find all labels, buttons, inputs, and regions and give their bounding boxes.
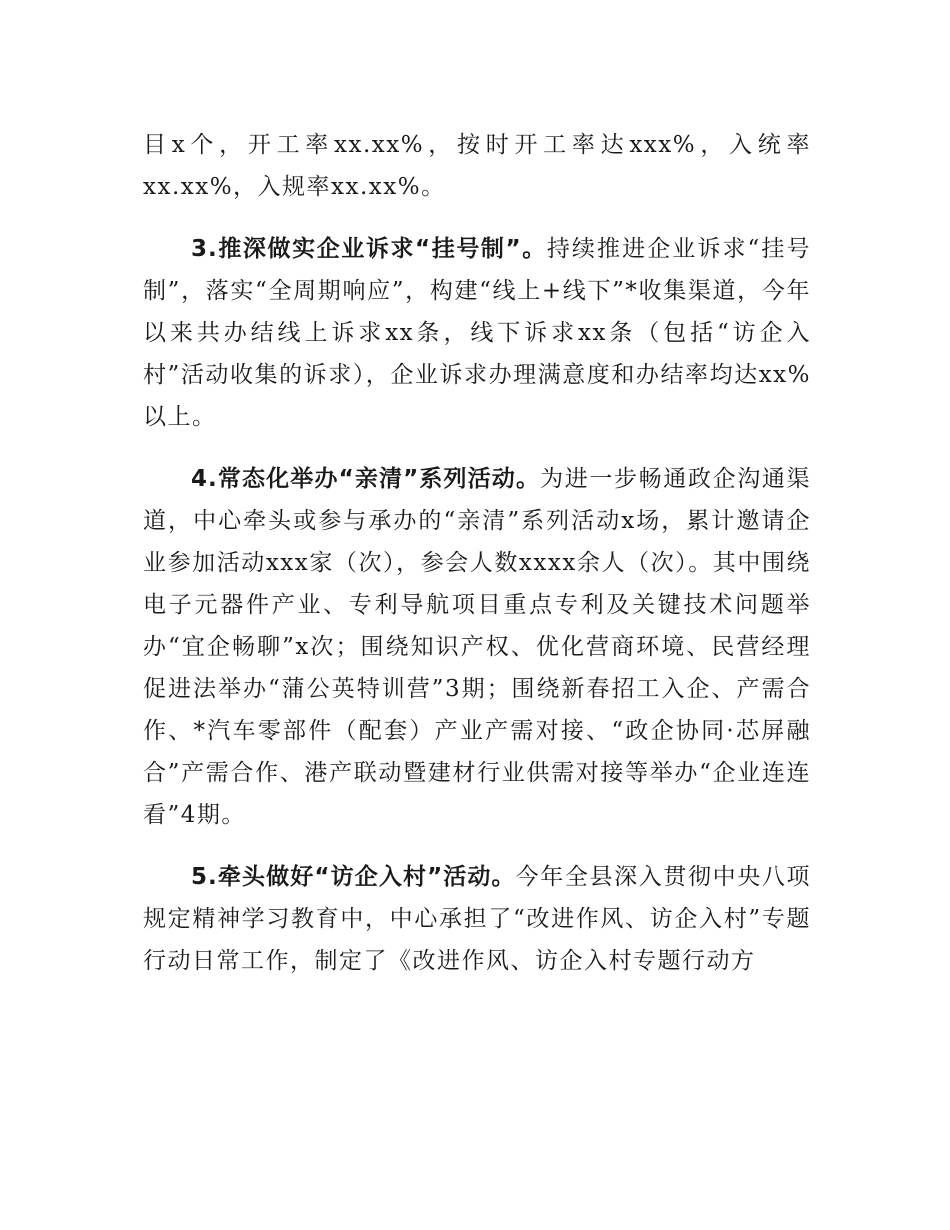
paragraph-text: 今年全县深入贯彻中央八项规定精神学习教育中，中心承担了“改进作风、访企入村”专题行动日常工作，制定了《改进作风、访企入村专题行动方 [143,864,811,974]
paragraph-text: 为进一步畅通政企沟通渠道，中心牵头或参与承办的“亲清”系列活动x场，累计邀请企业参加活动xxx家（次），参会人数xxxx余人（次）。其中围绕电子元器件产业、专利导航项目重点专利及关键技术问题举办“宜企畅聊”x次；围绕知识产权、优化营商环境、民营经理促进法举办“蒲公英特训营”3期；围绕新春招工入企、产需合作、*汽车零部件（配套）产业产需对接、“政企协同·芯屏融合”产需合作、港产联动暨建材行业供需对接等举办“企业连连看”4期。 [143,466,811,828]
section-heading: 3.推深做实企业诉求“挂号制”。 [191,236,547,262]
section-heading: 4.常态化举办“亲清”系列活动。 [191,466,541,492]
paragraph-continuation [143,124,811,208]
paragraph-text: 目x个，开工率xx.xx%，按时开工率达xxx%，入统率xx.xx%，入规率xx.xx%。 [143,132,811,200]
paragraph-section-5 [143,856,811,982]
section-heading: 5.牵头做好“访企入村”活动。 [191,864,516,890]
paragraph-section-4 [143,458,811,836]
paragraph-section-3 [143,228,811,438]
document-body [143,124,811,982]
paragraph-text: 持续推进企业诉求“挂号制”，落实“全周期响应”，构建“线上+线下”*收集渠道，今年以来共办结线上诉求xx条，线下诉求xx条（包括“访企入村”活动收集的诉求），企业诉求办理满意度和办结率均达xx%以上。 [143,236,811,430]
